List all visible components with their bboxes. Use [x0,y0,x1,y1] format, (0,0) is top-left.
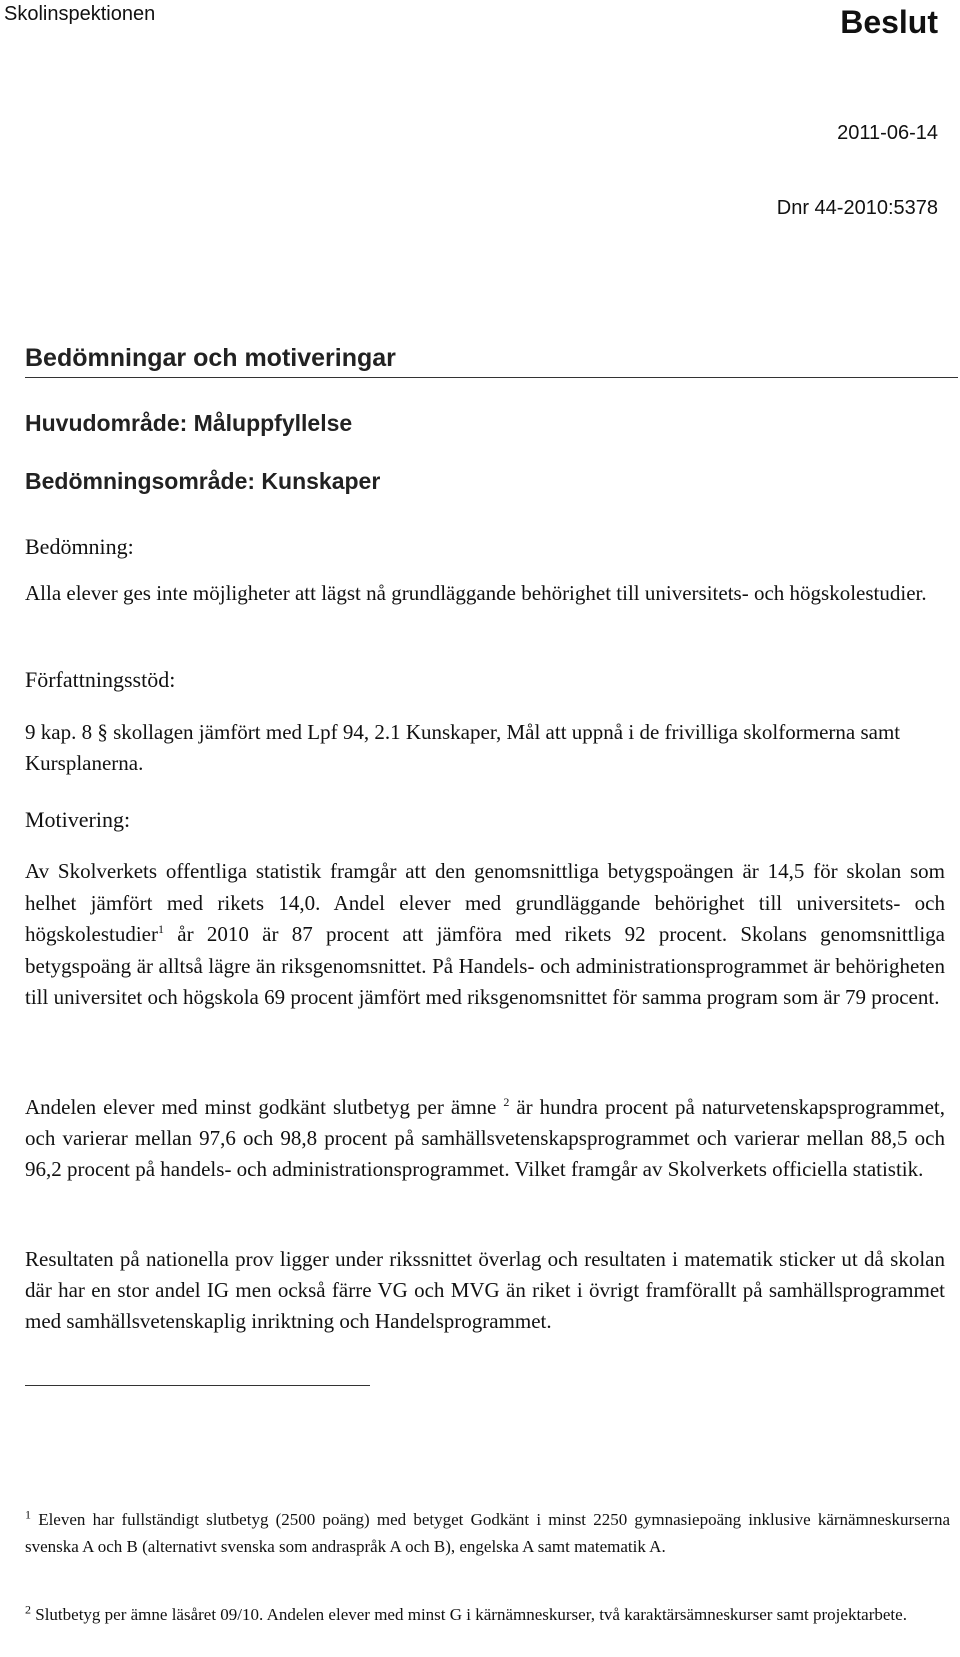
legal-basis-label: Författningsstöd: [25,667,176,692]
assessment-text: Alla elever ges inte möjligheter att lägst nå grundläggande behörighet till universitets- och högskolestudier. [25,581,927,605]
document-type: Beslut [840,4,938,40]
footnote-text-2: Slutbetyg per ämne läsåret 09/10. Andelen elever med minst G i kärnämneskurser, två karaktärsämneskurser samt projektarbete. [35,1605,907,1624]
assessment-area-heading: Bedömningsområde: Kunskaper [25,468,381,494]
footnote-ref-2: 2 [503,1095,510,1109]
motivation-paragraph-1 [25,856,945,1014]
footnote-1 [25,1506,950,1560]
main-area-heading: Huvudområde: Måluppfyllelse [25,410,353,436]
footnote-marker-2: 2 [25,1602,31,1617]
motivation-p1-part2: år 2010 är 87 procent att jämföra med rikets 92 procent. Skolans genomsnittliga betygspoäng är alltså lägre än riksgenomsnittet. På Handels- och administrationsprogrammet är behörigheten till universitet och högskola 69 procent jämfört med riksgenomsnittet för samma program som är 79 procent. [25,922,945,1009]
motivation-paragraph-2 [25,1092,945,1185]
motivation-p1-part1: Av Skolverkets offentliga statistik framgår att den genomsnittliga betygspoängen är 14,5 för skolan som helhet jämfört med rikets 14,0. Andel elever med grundläggande behörighet till universitets- och högskolestudier [25,859,945,946]
motivation-p2-part2: är hundra procent på naturvetenskapsprogrammet, och varierar mellan 97,6 och 98,8 procent på samhällsvetenskapsprogrammet och varierar mellan 88,5 och 96,2 procent på handels- och administrationsprogrammet. Vilket framgår av Skolverkets officiella statistik. [25,1095,945,1181]
footnote-marker-1: 1 [25,1507,31,1522]
section-title-rule [25,377,958,378]
footnote-ref-1: 1 [157,922,164,936]
motivation-p2-part1: Andelen elever med minst godkänt slutbetyg per ämne [25,1095,504,1119]
footnote-text-1: Eleven har fullständigt slutbetyg (2500 poäng) med betyget Godkänt i minst 2250 gymnasiepoäng inklusive kärnämneskurserna svenska A och B (alternativt svenska som andraspråk A och B), engelska A samt matematik A. [25,1510,950,1556]
footnote-2 [25,1601,950,1628]
section-title: Bedömningar och motiveringar [25,344,396,372]
organization-name: Skolinspektionen [4,3,156,25]
assessment-label: Bedömning: [25,534,134,559]
legal-basis-text: 9 kap. 8 § skollagen jämfört med Lpf 94, 2.1 Kunskaper, Mål att uppnå i de frivilliga skolformerna samt Kursplanerna. [25,720,901,775]
motivation-paragraph-3: Resultaten på nationella prov ligger under rikssnittet överlag och resultaten i matematik sticker ut då skolan där har en stor andel IG men också färre VG och MVG än riket i övrigt framförallt på samhällsprogrammet med samhällsvetenskaplig inriktning och Handelsprogrammet. [25,1247,945,1333]
document-date: 2011-06-14 [837,122,938,144]
case-number: Dnr 44-2010:5378 [776,197,938,219]
footnote-separator [25,1385,370,1386]
motivation-label: Motivering: [25,807,131,832]
